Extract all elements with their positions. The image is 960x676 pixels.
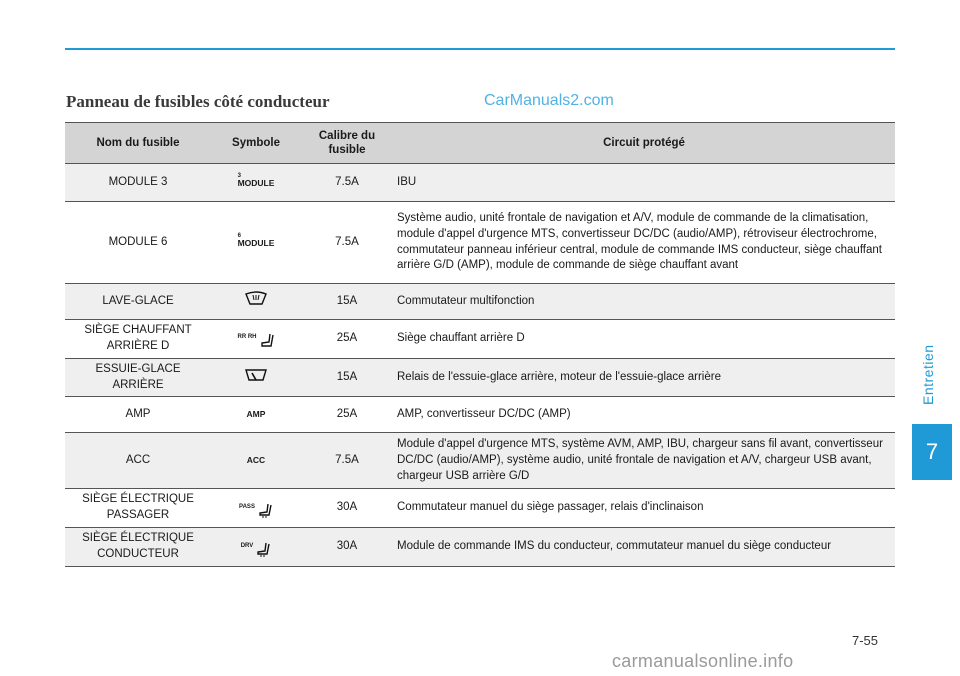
fuse-name: ESSUIE-GLACE ARRIÈRE [65,358,211,397]
page-number: 7-55 [852,633,879,648]
power-seat-icon [239,503,273,519]
fuse-name: SIÈGE CHAUFFANT ARRIÈRE D [65,320,211,359]
fuse-circuit: IBU [393,164,895,202]
table-row [65,320,895,359]
rear-wiper-icon [243,367,269,383]
seat-graphic [259,333,275,349]
amp-icon: AMP [246,409,266,419]
fuse-rating: 7.5A [301,433,393,489]
fuse-name: MODULE 6 [65,202,211,284]
power-seat-icon [241,542,272,558]
fuse-circuit: Système audio, unité frontale de navigation et A/V, module de commande de la climatisation, module d'appel d'urgence MTS, convertisseur DC/DC (audio/AMP), rétroviseur électrochrome, commutateur panneau inférieur central, module de commande IMS conducteur, siège chauffant arrière G/D (AMP), module de commande de siège chauffant avant [393,202,895,284]
fuse-circuit: Module d'appel d'urgence MTS, système AVM, AMP, IBU, chargeur sans fil avant, convertisseur DC/DC (audio/AMP), système audio, unité frontale de navigation et A/V, chargeur USB avant, chargeur USB arrière G/D [393,433,895,489]
seat-graphic [255,542,271,558]
fuse-circuit: Commutateur manuel du siège passager, relais d'inclinaison [393,489,895,528]
module-icon [211,164,301,202]
fuse-rating: 15A [301,358,393,397]
section-tab-label[interactable]: Entretien [920,344,936,406]
table-row [65,433,895,489]
fuse-rating: 25A [301,397,393,433]
chapter-number-tab[interactable]: 7 [912,424,952,480]
table-row [65,489,895,528]
fuse-circuit: Relais de l'essuie-glace arrière, moteur de l'essuie-glace arrière [393,358,895,397]
symbol-label: MODULE [237,178,275,189]
fuse-rating: 30A [301,489,393,528]
fuse-name: AMP [65,397,211,433]
symbol-tag: PASS [239,503,255,510]
table-row [65,202,895,284]
section-title: Panneau de fusibles côté conducteur [66,92,330,111]
table-row [65,397,895,433]
fuse-rating: 30A [301,528,393,567]
top-accent-rule [65,48,895,50]
fuse-circuit: Module de commande IMS du conducteur, commutateur manuel du siège conducteur [393,528,895,567]
header-circuit: Circuit protégé [393,123,895,164]
symbol-superscript: 6 [237,233,241,240]
table-row [65,358,895,397]
fuse-table [65,122,895,567]
fuse-name: MODULE 3 [65,164,211,202]
acc-icon: ACC [246,455,266,465]
fuse-circuit: AMP, convertisseur DC/DC (AMP) [393,397,895,433]
fuse-name: ACC [65,433,211,489]
table-row [65,164,895,202]
module-icon [211,202,301,284]
washer-icon [243,291,269,307]
header-rating: Calibre du fusible [301,123,393,164]
fuse-rating: 15A [301,284,393,320]
symbol-tag: RR RH [237,334,257,341]
watermark-link[interactable]: CarManuals2.com [484,92,614,109]
symbol-label: MODULE [237,238,275,249]
table-row [65,284,895,320]
table-header-row [65,123,895,164]
fuse-circuit: Siège chauffant arrière D [393,320,895,359]
fuse-rating: 25A [301,320,393,359]
fuse-name: SIÈGE ÉLECTRIQUE PASSAGER [65,489,211,528]
header-symbol: Symbole [211,123,301,164]
footer-watermark[interactable]: carmanualsonline.info [612,651,794,671]
header-fuse-name: Nom du fusible [65,123,211,164]
table-row [65,528,895,567]
fuse-rating: 7.5A [301,202,393,284]
seat-graphic [257,503,273,519]
fuse-rating: 7.5A [301,164,393,202]
fuse-circuit: Commutateur multifonction [393,284,895,320]
heated-seat-icon [238,333,275,349]
fuse-name: SIÈGE ÉLECTRIQUE CONDUCTEUR [65,528,211,567]
fuse-name: LAVE-GLACE [65,284,211,320]
symbol-tag: DRV [240,542,254,549]
symbol-superscript: 3 [237,173,241,180]
